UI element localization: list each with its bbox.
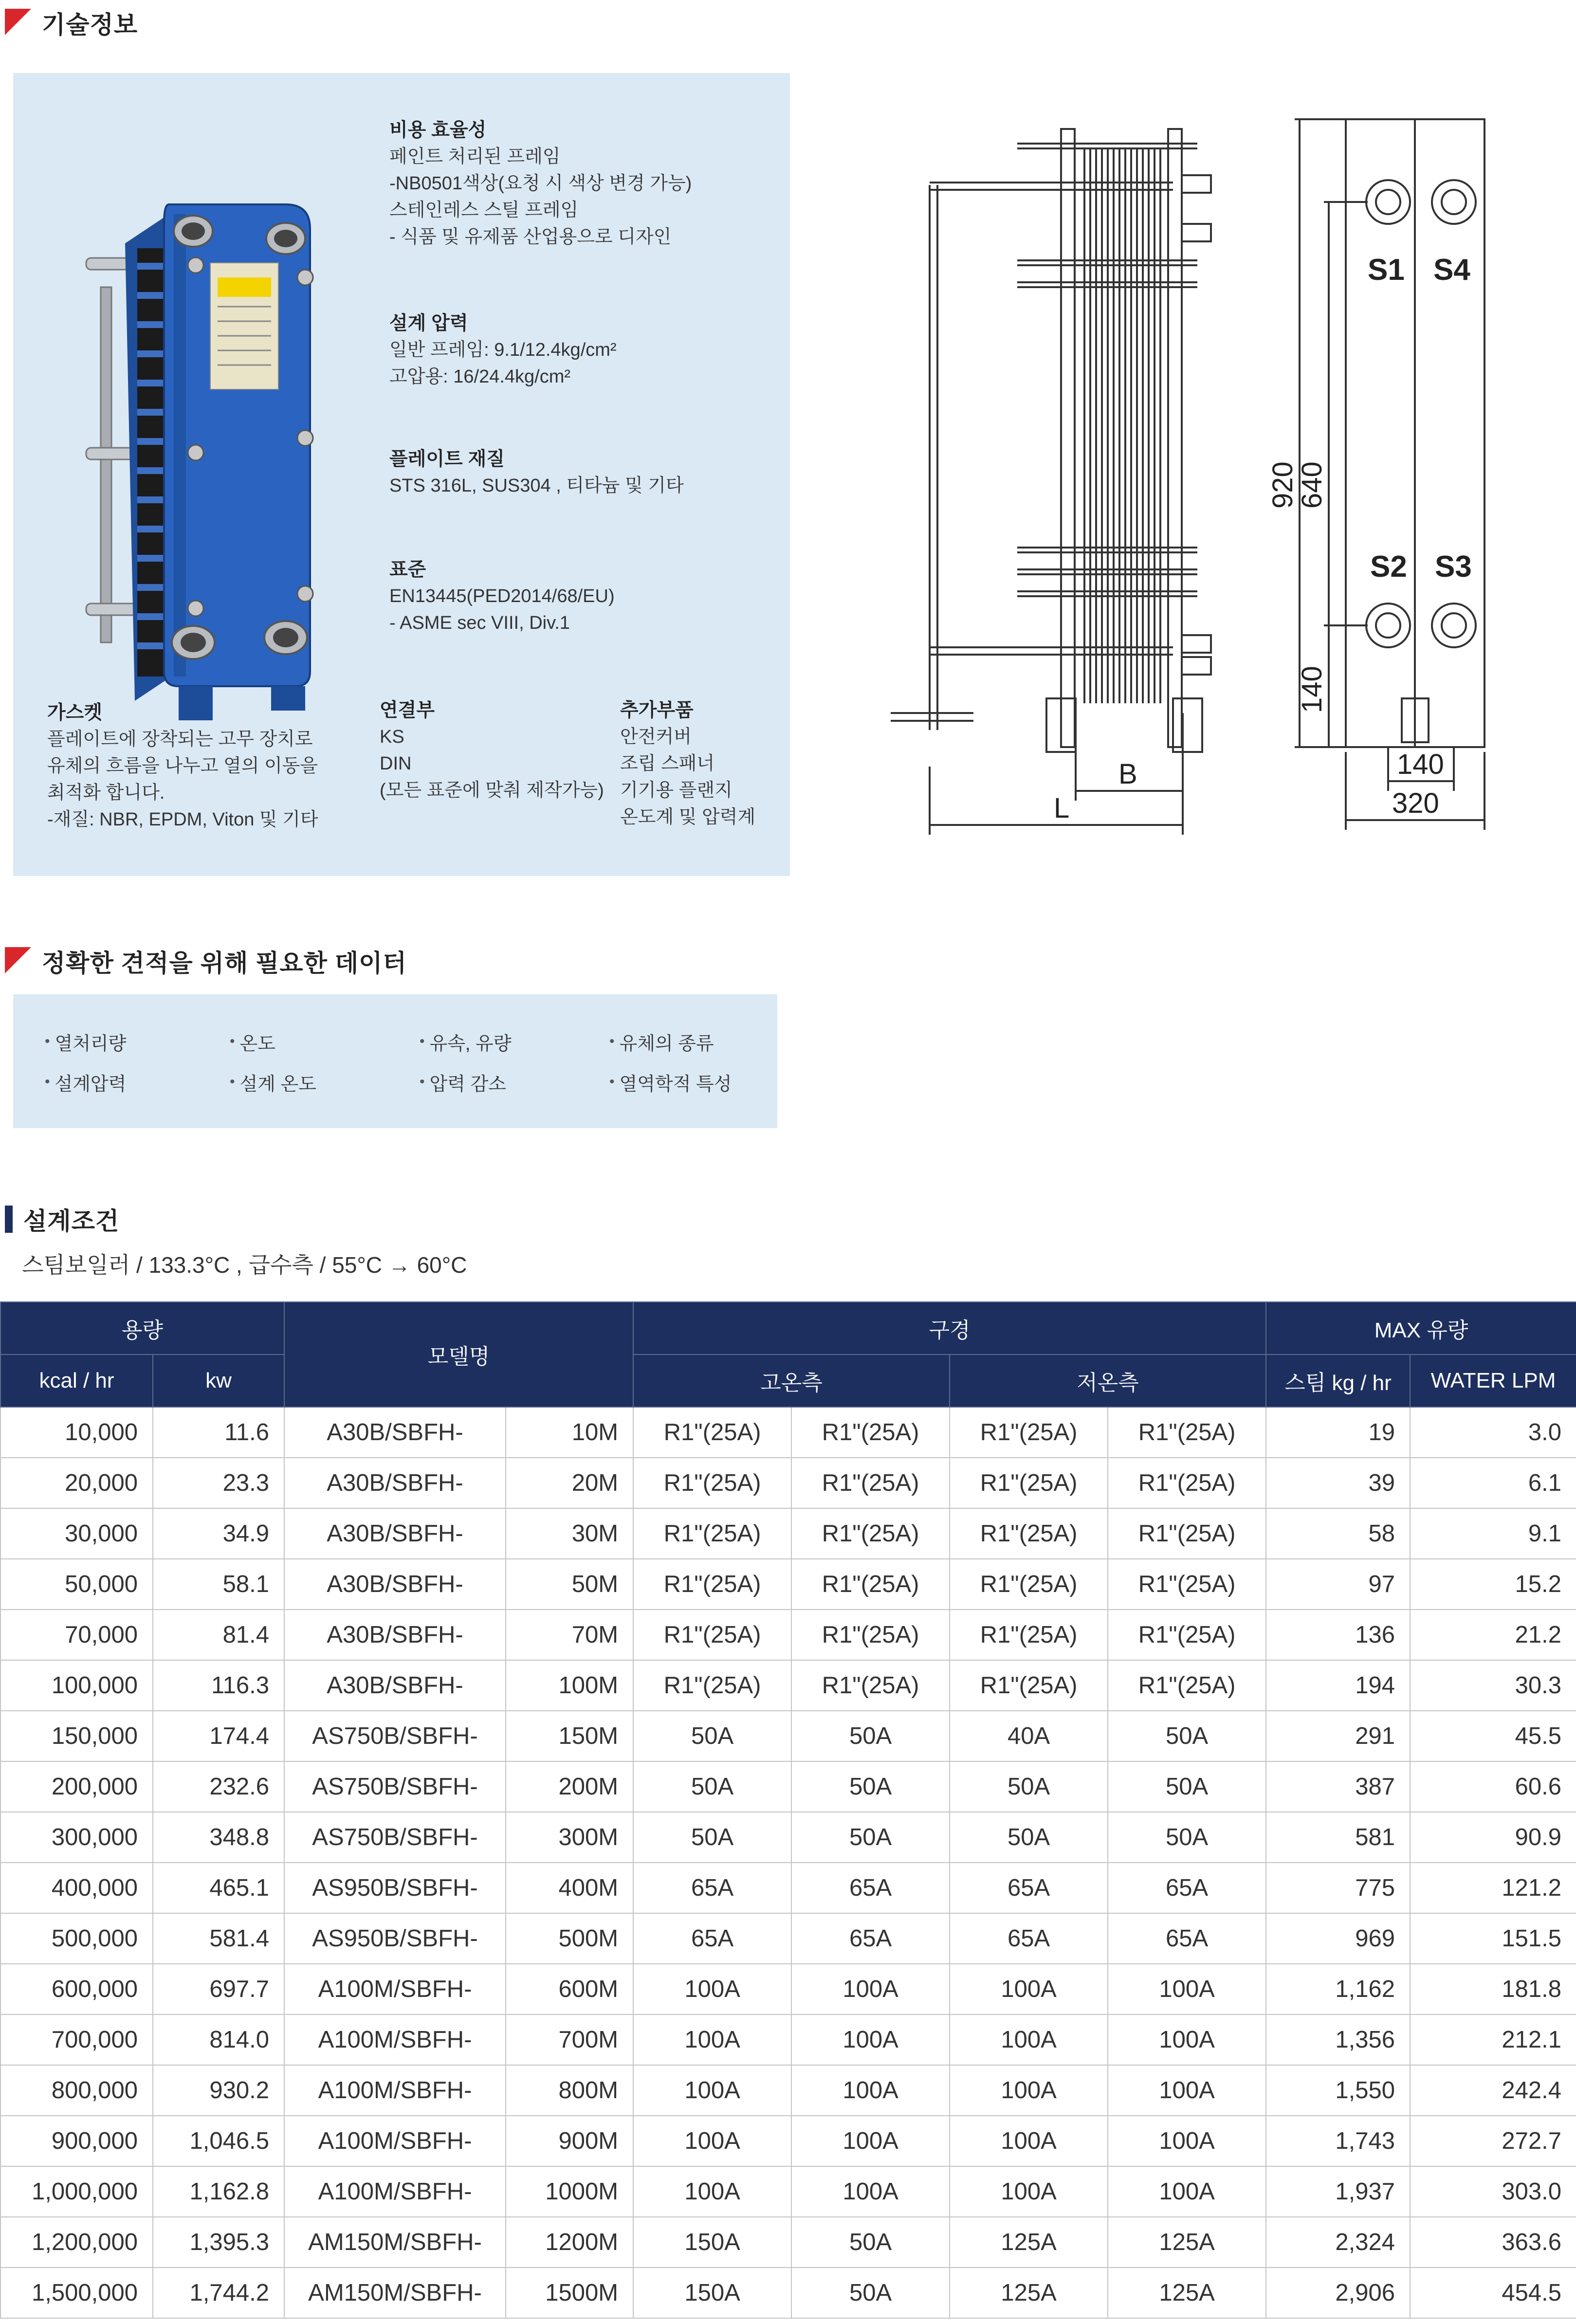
high-in-cell: R1"(25A) bbox=[633, 1610, 791, 1660]
model-cell: AS750B/SBFH- bbox=[284, 1711, 506, 1761]
accessory-line: 안전커버 bbox=[620, 727, 692, 747]
high-out-cell: 50A bbox=[791, 2217, 950, 2268]
header-kw: kw bbox=[153, 1354, 284, 1407]
high-in-cell: 150A bbox=[633, 2217, 791, 2268]
kw-cell: 11.6 bbox=[153, 1407, 284, 1458]
table-row bbox=[0, 2166, 1576, 2217]
model-cell: AS750B/SBFH- bbox=[284, 1812, 506, 1863]
header-capacity: 용량 bbox=[0, 1302, 284, 1354]
low-out-cell: R1"(25A) bbox=[1108, 1458, 1266, 1508]
high-out-cell: 65A bbox=[791, 1913, 950, 1964]
port-s4-label: S4 bbox=[1433, 253, 1470, 287]
water-cell: 30.3 bbox=[1410, 1660, 1576, 1711]
model-cell: AM150M/SBFH- bbox=[284, 2268, 506, 2318]
kw-cell: 174.4 bbox=[153, 1711, 284, 1761]
table-row bbox=[0, 1913, 1576, 1964]
low-in-cell: R1"(25A) bbox=[950, 1508, 1108, 1559]
model-suffix-cell: 800M bbox=[506, 2065, 633, 2116]
kcal-cell: 150,000 bbox=[0, 1711, 153, 1761]
water-cell: 90.9 bbox=[1410, 1812, 1576, 1863]
steam-cell: 1,743 bbox=[1266, 2116, 1410, 2166]
model-suffix-cell: 1500M bbox=[506, 2268, 633, 2318]
red-flag-icon bbox=[5, 947, 31, 973]
kcal-cell: 400,000 bbox=[0, 1863, 153, 1913]
steam-cell: 1,356 bbox=[1266, 2014, 1410, 2065]
model-cell: A30B/SBFH- bbox=[284, 1508, 506, 1559]
quote-item: • 설계 온도 bbox=[230, 1069, 316, 1096]
water-cell: 3.0 bbox=[1410, 1407, 1576, 1458]
standard-line: EN13445(PED2014/68/EU) bbox=[389, 586, 615, 606]
model-suffix-cell: 700M bbox=[506, 2014, 633, 2065]
high-out-cell: R1"(25A) bbox=[791, 1508, 950, 1559]
kw-cell: 116.3 bbox=[153, 1660, 284, 1711]
kw-cell: 34.9 bbox=[153, 1508, 284, 1559]
steam-cell: 19 bbox=[1266, 1407, 1410, 1458]
high-in-cell: 100A bbox=[633, 2014, 791, 2065]
water-cell: 363.6 bbox=[1410, 2217, 1576, 2268]
pressure-heading: 설계 압력 bbox=[389, 313, 468, 334]
model-suffix-cell: 150M bbox=[506, 1711, 633, 1761]
kw-cell: 814.0 bbox=[153, 2014, 284, 2065]
low-in-cell: R1"(25A) bbox=[950, 1660, 1108, 1711]
steam-cell: 2,906 bbox=[1266, 2268, 1410, 2318]
kcal-cell: 1,200,000 bbox=[0, 2217, 153, 2268]
quote-data-heading: 정확한 견적을 위해 필요한 데이터 bbox=[42, 950, 407, 977]
low-in-cell: 100A bbox=[950, 2116, 1108, 2166]
model-cell: A30B/SBFH- bbox=[284, 1559, 506, 1610]
model-cell: A30B/SBFH- bbox=[284, 1610, 506, 1660]
kcal-cell: 70,000 bbox=[0, 1610, 153, 1660]
low-out-cell: R1"(25A) bbox=[1108, 1559, 1266, 1610]
model-cell: A100M/SBFH- bbox=[284, 2116, 506, 2166]
low-out-cell: R1"(25A) bbox=[1108, 1610, 1266, 1660]
accessory-block bbox=[620, 697, 755, 831]
kcal-cell: 600,000 bbox=[0, 1964, 153, 2014]
high-out-cell: 50A bbox=[791, 1761, 950, 1812]
model-suffix-cell: 400M bbox=[506, 1863, 633, 1913]
kw-cell: 581.4 bbox=[153, 1913, 284, 1964]
low-out-cell: 125A bbox=[1108, 2217, 1266, 2268]
low-in-cell: 100A bbox=[950, 2065, 1108, 2116]
low-out-cell: 65A bbox=[1108, 1913, 1266, 1964]
steam-cell: 1,937 bbox=[1266, 2166, 1410, 2217]
kcal-cell: 800,000 bbox=[0, 2065, 153, 2116]
quote-item: • 유속, 유량 bbox=[420, 1028, 511, 1055]
steam-cell: 969 bbox=[1266, 1913, 1410, 1964]
steam-cell: 775 bbox=[1266, 1863, 1410, 1913]
quote-data-panel bbox=[13, 994, 777, 1128]
low-out-cell: 50A bbox=[1108, 1711, 1266, 1761]
high-out-cell: R1"(25A) bbox=[791, 1660, 950, 1711]
table-row bbox=[0, 1812, 1576, 1863]
model-suffix-cell: 900M bbox=[506, 2116, 633, 2166]
accessory-line: 온도계 및 압력계 bbox=[620, 807, 756, 827]
table-row bbox=[0, 1508, 1576, 1559]
header-high-side: 고온측 bbox=[633, 1354, 950, 1407]
header-max-flow: MAX 유량 bbox=[1266, 1302, 1576, 1354]
high-in-cell: 150A bbox=[633, 2268, 791, 2318]
low-out-cell: 50A bbox=[1108, 1761, 1266, 1812]
water-cell: 151.5 bbox=[1410, 1913, 1576, 1964]
low-in-cell: 100A bbox=[950, 1964, 1108, 2014]
red-flag-icon bbox=[5, 9, 31, 35]
header-model: 모델명 bbox=[284, 1302, 633, 1407]
design-pressure-block bbox=[389, 310, 617, 390]
high-in-cell: R1"(25A) bbox=[633, 1407, 791, 1458]
high-out-cell: 100A bbox=[791, 2116, 950, 2166]
high-out-cell: 100A bbox=[791, 2065, 950, 2116]
water-cell: 15.2 bbox=[1410, 1559, 1576, 1610]
heat-exchanger-photo bbox=[81, 185, 325, 740]
accessory-line: 조립 스패너 bbox=[620, 753, 715, 774]
low-in-cell: 125A bbox=[950, 2217, 1108, 2268]
model-cell: A30B/SBFH- bbox=[284, 1407, 506, 1458]
water-cell: 9.1 bbox=[1410, 1508, 1576, 1559]
cost-line: -NB0501색상(요청 시 색상 변경 가능) bbox=[389, 173, 692, 194]
model-cell: AS950B/SBFH- bbox=[284, 1863, 506, 1913]
title-bar-icon bbox=[5, 1206, 13, 1233]
kw-cell: 930.2 bbox=[153, 2065, 284, 2116]
dim-b-label: B bbox=[1118, 758, 1137, 790]
connection-block bbox=[380, 697, 604, 804]
tech-info-heading: 기술정보 bbox=[42, 11, 138, 38]
table-row bbox=[0, 1964, 1576, 2014]
low-in-cell: 100A bbox=[950, 2166, 1108, 2217]
steam-cell: 136 bbox=[1266, 1610, 1410, 1660]
model-suffix-cell: 100M bbox=[506, 1660, 633, 1711]
model-suffix-cell: 300M bbox=[506, 1812, 633, 1863]
water-cell: 45.5 bbox=[1410, 1711, 1576, 1761]
kcal-cell: 50,000 bbox=[0, 1559, 153, 1610]
kw-cell: 232.6 bbox=[153, 1761, 284, 1812]
tech-info-panel bbox=[13, 73, 790, 876]
low-out-cell: R1"(25A) bbox=[1108, 1407, 1266, 1458]
table-row bbox=[0, 2116, 1576, 2166]
table-row bbox=[0, 1458, 1576, 1508]
high-out-cell: 50A bbox=[791, 1711, 950, 1761]
low-out-cell: 100A bbox=[1108, 2166, 1266, 2217]
kw-cell: 697.7 bbox=[153, 1964, 284, 2014]
high-in-cell: 65A bbox=[633, 1913, 791, 1964]
kw-cell: 465.1 bbox=[153, 1863, 284, 1913]
table-row bbox=[0, 2014, 1576, 2065]
water-cell: 454.5 bbox=[1410, 2268, 1576, 2318]
low-in-cell: R1"(25A) bbox=[950, 1610, 1108, 1660]
connection-line: KS bbox=[380, 727, 404, 747]
model-suffix-cell: 500M bbox=[506, 1913, 633, 1964]
model-cell: A100M/SBFH- bbox=[284, 2065, 506, 2116]
accessory-heading: 추가부품 bbox=[620, 700, 694, 721]
gasket-line: 최적화 합니다. bbox=[47, 783, 165, 803]
standard-heading: 표준 bbox=[389, 559, 426, 580]
kcal-cell: 300,000 bbox=[0, 1812, 153, 1863]
model-cell: AS950B/SBFH- bbox=[284, 1913, 506, 1964]
model-cell: AS750B/SBFH- bbox=[284, 1761, 506, 1812]
low-in-cell: 100A bbox=[950, 2014, 1108, 2065]
low-in-cell: R1"(25A) bbox=[950, 1407, 1108, 1458]
cost-line: 페인트 처리된 프레임 bbox=[389, 146, 561, 167]
low-in-cell: 65A bbox=[950, 1863, 1108, 1913]
cost-line: - 식품 및 유제품 산업용으로 디자인 bbox=[389, 227, 672, 247]
quote-item: • 온도 bbox=[230, 1028, 275, 1055]
port-s2-label: S2 bbox=[1370, 550, 1407, 584]
plate-material-block bbox=[389, 446, 684, 499]
kcal-cell: 100,000 bbox=[0, 1660, 153, 1711]
low-out-cell: R1"(25A) bbox=[1108, 1660, 1266, 1711]
table-row bbox=[0, 2065, 1576, 2116]
high-out-cell: 50A bbox=[791, 2268, 950, 2318]
high-in-cell: 50A bbox=[633, 1812, 791, 1863]
spec-table bbox=[0, 1301, 1576, 2319]
model-suffix-cell: 70M bbox=[506, 1610, 633, 1660]
high-out-cell: 65A bbox=[791, 1863, 950, 1913]
high-in-cell: 100A bbox=[633, 2166, 791, 2217]
header-water: WATER LPM bbox=[1410, 1354, 1576, 1407]
quote-item: • 유체의 종류 bbox=[609, 1028, 714, 1055]
quote-item: • 열역학적 특성 bbox=[609, 1069, 732, 1096]
gasket-line: -재질: NBR, EPDM, Viton 및 기타 bbox=[47, 809, 318, 830]
low-out-cell: 125A bbox=[1108, 2268, 1266, 2318]
model-cell: AM150M/SBFH- bbox=[284, 2217, 506, 2268]
steam-cell: 1,550 bbox=[1266, 2065, 1410, 2116]
gasket-line: 플레이트에 장착되는 고무 장치로 bbox=[47, 729, 313, 750]
high-in-cell: R1"(25A) bbox=[633, 1559, 791, 1610]
quote-item: • 열처리량 bbox=[45, 1028, 126, 1055]
cost-line: 스테인레스 스틸 프레임 bbox=[389, 200, 579, 220]
plate-heading: 플레이트 재질 bbox=[389, 449, 505, 470]
cost-efficiency-block bbox=[389, 117, 692, 251]
table-row bbox=[0, 1863, 1576, 1913]
water-cell: 181.8 bbox=[1410, 1964, 1576, 2014]
low-out-cell: 65A bbox=[1108, 1863, 1266, 1913]
kcal-cell: 10,000 bbox=[0, 1407, 153, 1458]
dim-l-label: L bbox=[1054, 792, 1070, 824]
table-row bbox=[0, 1407, 1576, 1458]
tech-info-title bbox=[0, 6, 138, 40]
low-out-cell: 50A bbox=[1108, 1812, 1266, 1863]
kcal-cell: 30,000 bbox=[0, 1508, 153, 1559]
technical-drawing bbox=[881, 100, 1504, 840]
kcal-cell: 500,000 bbox=[0, 1913, 153, 1964]
steam-cell: 291 bbox=[1266, 1711, 1410, 1761]
standard-block bbox=[389, 556, 615, 637]
model-suffix-cell: 30M bbox=[506, 1508, 633, 1559]
low-out-cell: 100A bbox=[1108, 1964, 1266, 2014]
low-out-cell: 100A bbox=[1108, 2116, 1266, 2166]
high-out-cell: R1"(25A) bbox=[791, 1407, 950, 1458]
steam-cell: 581 bbox=[1266, 1812, 1410, 1863]
header-kcal: kcal / hr bbox=[0, 1354, 153, 1407]
quote-item: • 압력 감소 bbox=[420, 1069, 506, 1096]
kcal-cell: 900,000 bbox=[0, 2116, 153, 2166]
high-in-cell: 100A bbox=[633, 2116, 791, 2166]
connection-line: (모든 표준에 맞춰 제작가능) bbox=[380, 780, 604, 801]
table-row bbox=[0, 1711, 1576, 1761]
kw-cell: 1,162.8 bbox=[153, 2166, 284, 2217]
steam-cell: 1,162 bbox=[1266, 1964, 1410, 2014]
steam-cell: 58 bbox=[1266, 1508, 1410, 1559]
model-suffix-cell: 1200M bbox=[506, 2217, 633, 2268]
model-cell: A100M/SBFH- bbox=[284, 2166, 506, 2217]
connection-line: DIN bbox=[380, 753, 412, 774]
low-in-cell: 50A bbox=[950, 1812, 1108, 1863]
design-condition-title bbox=[0, 1202, 119, 1236]
dim-320-width: 320 bbox=[1392, 787, 1439, 819]
high-in-cell: R1"(25A) bbox=[633, 1660, 791, 1711]
dim-140-width: 140 bbox=[1397, 749, 1444, 780]
high-out-cell: R1"(25A) bbox=[791, 1458, 950, 1508]
connection-heading: 연결부 bbox=[380, 700, 435, 721]
kcal-cell: 1,500,000 bbox=[0, 2268, 153, 2318]
gasket-line: 유체의 흐름을 나누고 열의 이동을 bbox=[47, 756, 318, 776]
low-in-cell: 50A bbox=[950, 1761, 1108, 1812]
low-in-cell: 125A bbox=[950, 2268, 1108, 2318]
quote-data-title bbox=[0, 944, 407, 978]
table-row bbox=[0, 2217, 1576, 2268]
cost-heading: 비용 효율성 bbox=[389, 120, 487, 141]
model-suffix-cell: 50M bbox=[506, 1559, 633, 1610]
high-in-cell: 65A bbox=[633, 1863, 791, 1913]
water-cell: 303.0 bbox=[1410, 2166, 1576, 2217]
steam-cell: 97 bbox=[1266, 1559, 1410, 1610]
low-in-cell: 40A bbox=[950, 1711, 1108, 1761]
low-out-cell: 100A bbox=[1108, 2014, 1266, 2065]
high-in-cell: 50A bbox=[633, 1761, 791, 1812]
low-out-cell: R1"(25A) bbox=[1108, 1508, 1266, 1559]
kcal-cell: 1,000,000 bbox=[0, 2166, 153, 2217]
steam-cell: 194 bbox=[1266, 1660, 1410, 1711]
water-cell: 242.4 bbox=[1410, 2065, 1576, 2116]
model-cell: A30B/SBFH- bbox=[284, 1660, 506, 1711]
pressure-line: 일반 프레임: 9.1/12.4kg/cm² bbox=[389, 340, 617, 360]
high-out-cell: 50A bbox=[791, 1812, 950, 1863]
high-in-cell: 100A bbox=[633, 2065, 791, 2116]
kw-cell: 1,395.3 bbox=[153, 2217, 284, 2268]
low-out-cell: 100A bbox=[1108, 2065, 1266, 2116]
table-row bbox=[0, 1761, 1576, 1812]
kw-cell: 348.8 bbox=[153, 1812, 284, 1863]
high-in-cell: R1"(25A) bbox=[633, 1458, 791, 1508]
high-out-cell: 100A bbox=[791, 1964, 950, 2014]
kw-cell: 1,744.2 bbox=[153, 2268, 284, 2318]
plate-line: STS 316L, SUS304 , 티타늄 및 기타 bbox=[389, 476, 684, 496]
model-suffix-cell: 1000M bbox=[506, 2166, 633, 2217]
kw-cell: 1,046.5 bbox=[153, 2116, 284, 2166]
design-condition-heading: 설계조건 bbox=[23, 1208, 120, 1235]
high-out-cell: R1"(25A) bbox=[791, 1559, 950, 1610]
water-cell: 60.6 bbox=[1410, 1761, 1576, 1812]
model-suffix-cell: 10M bbox=[506, 1407, 633, 1458]
steam-cell: 39 bbox=[1266, 1458, 1410, 1508]
high-out-cell: 100A bbox=[791, 2014, 950, 2065]
dim-140-height: 140 bbox=[1296, 666, 1328, 713]
water-cell: 212.1 bbox=[1410, 2014, 1576, 2065]
water-cell: 6.1 bbox=[1410, 1458, 1576, 1508]
model-suffix-cell: 200M bbox=[506, 1761, 633, 1812]
water-cell: 272.7 bbox=[1410, 2116, 1576, 2166]
accessory-line: 기기용 플랜지 bbox=[620, 780, 733, 801]
low-in-cell: R1"(25A) bbox=[950, 1559, 1108, 1610]
kw-cell: 81.4 bbox=[153, 1610, 284, 1660]
model-cell: A100M/SBFH- bbox=[284, 1964, 506, 2014]
model-suffix-cell: 600M bbox=[506, 1964, 633, 2014]
low-in-cell: R1"(25A) bbox=[950, 1458, 1108, 1508]
design-condition-text: 스팀보일러 / 133.3°C , 급수측 / 55°C → 60°C bbox=[22, 1252, 467, 1278]
dim-640-height: 640 bbox=[1296, 461, 1328, 509]
spec-table-body bbox=[0, 1407, 1576, 2318]
steam-cell: 387 bbox=[1266, 1761, 1410, 1812]
gasket-block bbox=[47, 699, 318, 833]
kw-cell: 58.1 bbox=[153, 1559, 284, 1610]
model-cell: A30B/SBFH- bbox=[284, 1458, 506, 1508]
header-steam: 스팀 kg / hr bbox=[1266, 1354, 1410, 1407]
water-cell: 121.2 bbox=[1410, 1863, 1576, 1913]
dim-920-height: 920 bbox=[1267, 461, 1299, 509]
kcal-cell: 20,000 bbox=[0, 1458, 153, 1508]
header-port-size: 구경 bbox=[633, 1302, 1266, 1354]
high-out-cell: 100A bbox=[791, 2166, 950, 2217]
quote-item: • 설계압력 bbox=[45, 1069, 126, 1096]
table-row bbox=[0, 2268, 1576, 2318]
model-cell: A100M/SBFH- bbox=[284, 2014, 506, 2065]
table-row bbox=[0, 1610, 1576, 1660]
model-suffix-cell: 20M bbox=[506, 1458, 633, 1508]
standard-line: - ASME sec VIII, Div.1 bbox=[389, 613, 570, 633]
table-row bbox=[0, 1660, 1576, 1711]
header-low-side: 저온측 bbox=[950, 1354, 1266, 1407]
water-cell: 21.2 bbox=[1410, 1610, 1576, 1660]
pressure-line: 고압용: 16/24.4kg/cm² bbox=[389, 366, 571, 387]
kw-cell: 23.3 bbox=[153, 1458, 284, 1508]
port-s1-label: S1 bbox=[1368, 253, 1405, 287]
kcal-cell: 700,000 bbox=[0, 2014, 153, 2065]
steam-cell: 2,324 bbox=[1266, 2217, 1410, 2268]
low-in-cell: 65A bbox=[950, 1913, 1108, 1964]
high-in-cell: 50A bbox=[633, 1711, 791, 1761]
gasket-heading: 가스켓 bbox=[47, 702, 103, 723]
high-in-cell: R1"(25A) bbox=[633, 1508, 791, 1559]
port-s3-label: S3 bbox=[1435, 550, 1472, 584]
high-out-cell: R1"(25A) bbox=[791, 1610, 950, 1660]
table-row bbox=[0, 1559, 1576, 1610]
kcal-cell: 200,000 bbox=[0, 1761, 153, 1812]
high-in-cell: 100A bbox=[633, 1964, 791, 2014]
